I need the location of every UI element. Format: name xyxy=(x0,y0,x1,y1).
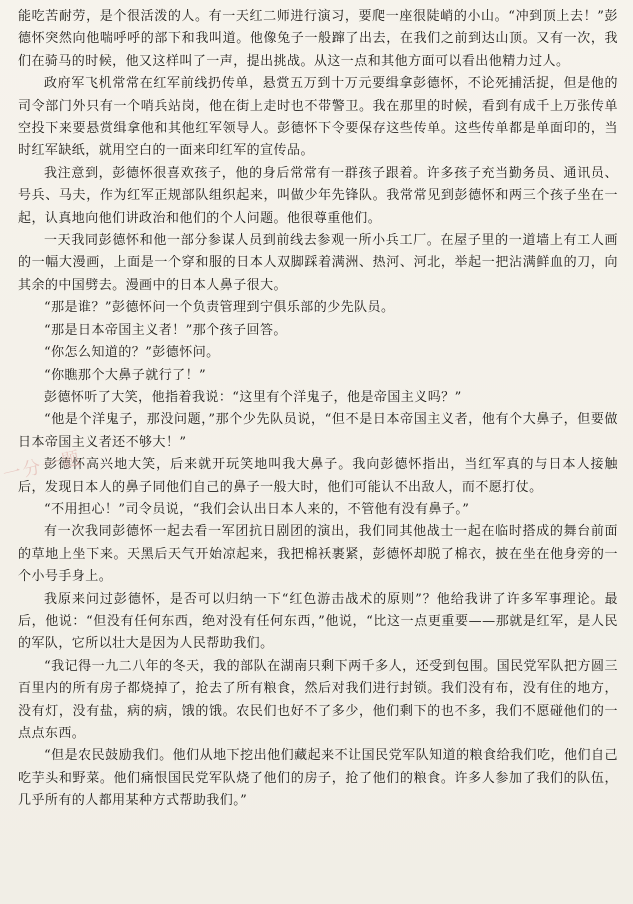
paragraph-13: 有一次我同彭德怀一起去看一军团抗日剧团的演出，我们同其他战士一起在临时搭成的舞台前面的草地上坐下来。天黑后天气开始凉起来，我把棉袄裹紧，彭德怀却脱了棉衣，披在坐在他身旁的一个小号手身上。 xyxy=(18,524,618,585)
watermark-stamp: 一分一题 xyxy=(1,447,84,486)
paragraph-11: 彭德怀高兴地大笑，后来就开玩笑地叫我大鼻子。我向彭德怀指出，当红军真的与日本人接触后，发现日本人的鼻子同他们自己的鼻子一般大时，他们可能认不出敌人，而不愿打仗。 xyxy=(18,457,618,495)
paragraph-14: 我原来问过彭德怀，是否可以归纳一下“红色游击战术的原则”？他给我讲了许多军事理论。最后，他说：“但没有任何东西，绝对没有任何东西，”他说，“比这一点更重要——那就是红军，是人民的军队，它所以壮大是因为人民帮助我们。 xyxy=(18,591,618,652)
body-text xyxy=(18,6,618,813)
paragraph-4: 一天我同彭德怀和他一部分参谋人员到前线去参观一所小兵工厂。在屋子里的一道墙上有工人画的一幅大漫画，上面是一个穿和服的日本人双脚踩着满洲、热河、河北，举起一把沾满鲜血的刀，向其余的中国劈去。漫画中的日本人鼻子很大。 xyxy=(18,233,618,293)
paragraph-8: “你瞧那个大鼻子就行了！” xyxy=(44,367,207,383)
paragraph-1: 能吃苦耐劳，是个很活泼的人。有一天红二师进行演习，要爬一座很陡峭的小山。“冲到顶上去！”彭德怀突然向他喘呼呼的部下和我叫道。他像兔子一般蹿了出去，在我们之前到达山顶。又有一次，我们在骑马的时候，他又这样叫了一声，提出挑战。从这一点和其他方面可以看出他精力过人。 xyxy=(18,9,618,69)
paragraph-6: “那是日本帝国主义者！”那个孩子回答。 xyxy=(44,322,287,338)
paragraph-10: “他是个洋鬼子，那没问题，”那个少先队员说，“但不是日本帝国主义者，他有个大鼻子，但要做日本帝国主义者还不够大！” xyxy=(18,412,618,450)
paragraph-2: 政府军飞机常常在红军前线扔传单，悬赏五万到十万元要缉拿彭德怀，不论死捕活捉，但是他的司令部门外只有一个哨兵站岗，他在街上走时也不带警卫。我在那里的时候，看到有成千上万张传单空投下来要悬赏缉拿他和其他红军领导人。彭德怀下令要保存这些传单。这些传单都是单面印的，当时红军缺纸，就用空白的一面来印红军的宣传品。 xyxy=(18,76,618,159)
paragraph-9: 彭德怀听了大笑，他指着我说：“这里有个洋鬼子，他是帝国主义吗？” xyxy=(44,389,462,405)
paragraph-3: 我注意到，彭德怀很喜欢孩子，他的身后常常有一群孩子跟着。许多孩子充当勤务员、通讯员、号兵、马夫，作为红军正规部队组织起来，叫做少年先锋队。我常常见到彭德怀和两三个孩子坐在一起，认真地向他们讲政治和他们的个人问题。他很尊重他们。 xyxy=(18,165,618,226)
paragraph-12: “不用担心！”司令员说，“我们会认出日本人来的，不管他有没有鼻子。” xyxy=(44,501,470,517)
paragraph-7: “你怎么知道的？”彭德怀问。 xyxy=(44,345,220,361)
paragraph-5: “那是谁？”彭德怀问一个负责管理到宁俱乐部的少先队员。 xyxy=(44,300,395,316)
paragraph-15: “我记得一九二八年的冬天，我的部队在湖南只剩下两千多人，还受到包围。国民党军队把方圆三百里内的所有房子都烧掉了，抢去了所有粮食，然后对我们进行封锁。我们没有布，没有住的地方，没有灯，没有盐，病的病，饿的饿。农民们也好不了多少，他们剩下的也不多，我们不愿碰他们的一点点东西。 xyxy=(18,658,618,741)
paragraph-16: “但是农民鼓励我们。他们从地下挖出他们藏起来不让国民党军队知道的粮食给我们吃，他们自己吃芋头和野菜。他们痛恨国民党军队烧了他们的房子，抢了他们的粮食。许多人参加了我们的队伍，几乎所有的人都用某种方式帮助我们。” xyxy=(18,748,618,809)
